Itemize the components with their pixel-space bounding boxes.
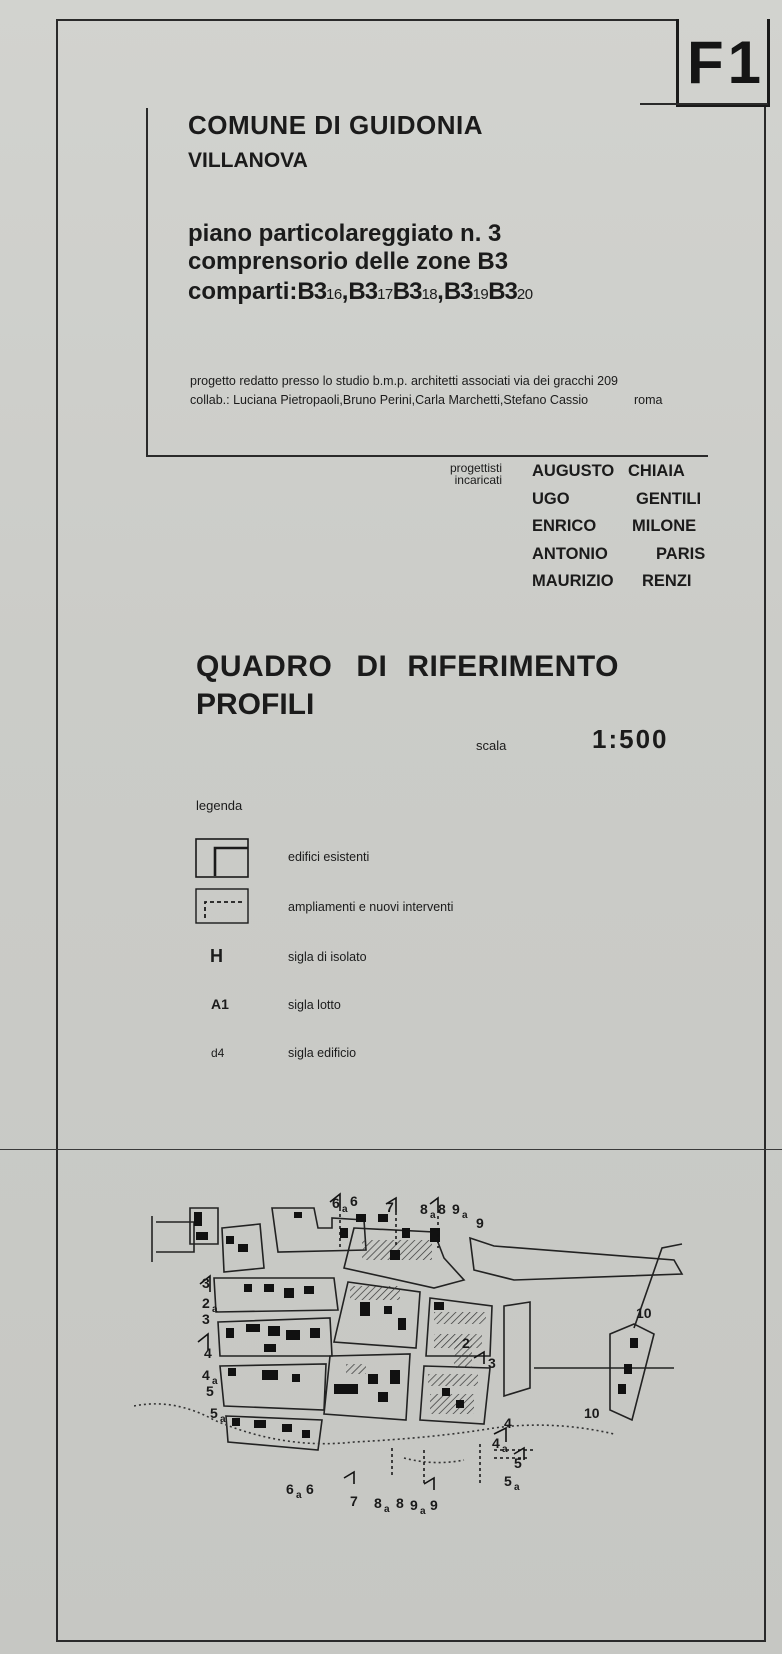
plan-existing-building xyxy=(390,1370,400,1384)
plan-label-4a-right: 4 xyxy=(492,1435,500,1451)
designers-label xyxy=(410,462,502,486)
plan-existing-building xyxy=(618,1384,626,1394)
plan-block-outline xyxy=(214,1278,338,1312)
section-cut-arrow xyxy=(424,1478,434,1490)
block-code-symbol: H xyxy=(210,946,223,966)
designer-last-name: RENZI xyxy=(642,572,692,590)
plan-existing-building xyxy=(310,1328,320,1338)
comparto-separator: , xyxy=(437,278,444,305)
comparto-code: B3 xyxy=(297,278,327,305)
plan-label-9-top: 9 xyxy=(476,1215,484,1231)
section-cut-arrow xyxy=(474,1352,484,1364)
plan-title-line3 xyxy=(188,278,533,306)
plan-existing-building xyxy=(196,1232,208,1240)
plan-new-building xyxy=(434,1312,486,1324)
designer-first-name: MAURIZIO xyxy=(532,572,614,590)
plan-existing-building xyxy=(360,1302,370,1316)
plan-label-8-bottom: 8 xyxy=(396,1495,404,1511)
plan-label-6-top: 6 xyxy=(350,1193,358,1209)
collaborators: collab.: Luciana Pietropaoli,Bruno Perini,Carla Marchetti,Stefano Cassio xyxy=(190,393,589,407)
plan-existing-building xyxy=(226,1236,234,1244)
plan-title-line2: comprensorio delle zone B3 xyxy=(188,248,509,275)
designer-name xyxy=(532,545,706,564)
plan-existing-building xyxy=(302,1430,310,1438)
designer-name xyxy=(532,490,702,509)
comparto-code: B3 xyxy=(488,278,517,305)
plan-existing-building xyxy=(334,1384,358,1394)
plan-existing-building xyxy=(226,1328,234,1338)
designer-first-name: ANTONIO xyxy=(532,545,608,563)
designer-last-name: GENTILI xyxy=(636,490,702,508)
plan-label-3-left-2: 3 xyxy=(202,1311,210,1327)
comparto-code: B3 xyxy=(348,278,378,305)
sheet-code: F1 xyxy=(687,29,766,96)
designer-last-name: CHIAIA xyxy=(628,462,685,480)
plan-existing-building xyxy=(232,1418,240,1426)
plan-label-5-right: 5 xyxy=(514,1455,522,1471)
locality-title: VILLANOVA xyxy=(188,149,308,172)
plan-label-6-bottom: 6 xyxy=(306,1481,314,1497)
plan-label-sub: a xyxy=(462,1210,468,1221)
plan-street-edge xyxy=(470,1238,682,1280)
plan-new-building xyxy=(346,1364,366,1374)
plan-new-building xyxy=(428,1374,478,1386)
plan-existing-building xyxy=(286,1330,300,1340)
plan-label-6a-top: 6 xyxy=(332,1195,340,1211)
existing-building-symbol xyxy=(195,838,249,878)
section-title-word: DI xyxy=(356,650,388,683)
plan-label-4-left: 4 xyxy=(204,1345,212,1361)
plan-label-9a-bottom: 9 xyxy=(410,1497,418,1513)
plan-existing-building xyxy=(264,1344,276,1352)
plan-existing-building xyxy=(246,1324,260,1332)
plan-label-sub: a xyxy=(430,1210,436,1221)
plan-existing-building xyxy=(378,1214,388,1222)
lot-code-symbol: A1 xyxy=(211,996,229,1012)
plan-label-6a-bottom: 6 xyxy=(286,1481,294,1497)
credits-line2 xyxy=(190,393,663,407)
plan-existing-building xyxy=(434,1302,444,1310)
comparto-separator: , xyxy=(341,278,349,305)
comparto-number: 19 xyxy=(472,286,489,303)
plan-existing-building xyxy=(398,1318,406,1330)
plan-new-building xyxy=(430,1394,474,1414)
plan-label-4a-left: 4 xyxy=(202,1367,210,1383)
legend-label: sigla di isolato xyxy=(288,950,367,964)
section-subtitle: PROFILI xyxy=(196,688,315,721)
plan-existing-building xyxy=(630,1338,638,1348)
section-cut-arrow xyxy=(344,1472,354,1484)
plan-existing-building xyxy=(294,1212,302,1218)
plan-label-5-left: 5 xyxy=(206,1383,214,1399)
plan-existing-building xyxy=(378,1392,388,1402)
plan-existing-building xyxy=(356,1214,366,1222)
plan-label-sub: a xyxy=(296,1490,302,1501)
plan-existing-building xyxy=(254,1420,266,1428)
plan-existing-building xyxy=(304,1286,314,1294)
municipality-title: COMUNE DI GUIDONIA xyxy=(188,110,483,140)
plan-existing-building xyxy=(442,1388,450,1396)
designers-label-line2: incaricati xyxy=(454,473,502,487)
plan-label-10-bottom: 10 xyxy=(584,1405,600,1421)
plan-existing-building xyxy=(624,1364,632,1374)
plan-label-sub: a xyxy=(212,1304,218,1315)
designer-last-name: MILONE xyxy=(632,517,697,535)
comparti-prefix: comparti: xyxy=(188,278,298,305)
credits-line1: progetto redatto presso lo studio b.m.p. architetti associati via dei gracchi 209 xyxy=(190,374,619,388)
site-plan xyxy=(134,1188,730,1548)
plan-existing-building xyxy=(282,1424,292,1432)
plan-existing-building xyxy=(268,1326,280,1336)
designer-name xyxy=(532,572,692,591)
plan-label-2-right: 2 xyxy=(462,1335,470,1351)
plan-label-8-top: 8 xyxy=(438,1201,446,1217)
plan-existing-building xyxy=(264,1284,274,1292)
plan-boundary-line xyxy=(134,1404,614,1444)
designer-name xyxy=(532,517,697,536)
plan-label-7-top: 7 xyxy=(386,1199,394,1215)
plan-label-9a-top: 9 xyxy=(452,1201,460,1217)
sheet-code-underline xyxy=(640,103,768,105)
plan-label-sub: a xyxy=(420,1506,426,1517)
legend-label: ampliamenti e nuovi interventi xyxy=(288,900,454,914)
plan-label-3-right: 3 xyxy=(488,1355,496,1371)
plan-title-line1: piano particolareggiato n. 3 xyxy=(188,220,502,247)
plan-label-3-left: 3 xyxy=(202,1275,210,1291)
frame-right-line xyxy=(764,107,766,1642)
comparto-number: 16 xyxy=(326,286,342,303)
plan-new-building xyxy=(350,1286,400,1300)
plan-label-sub: a xyxy=(514,1482,520,1493)
plan-label-5a-right: 5 xyxy=(504,1473,512,1489)
comparto-number: 20 xyxy=(516,286,533,303)
plan-label-10-top: 10 xyxy=(636,1305,652,1321)
legend-label: sigla edificio xyxy=(288,1046,357,1060)
frame-top-line xyxy=(56,19,676,21)
plan-label-4-right: 4 xyxy=(504,1415,512,1431)
sheet-code-box xyxy=(676,19,770,107)
new-works-symbol xyxy=(195,888,249,924)
comparto-number: 18 xyxy=(421,286,438,303)
plan-boundary-line xyxy=(404,1458,464,1463)
plan-street-edge xyxy=(504,1302,530,1396)
designer-name xyxy=(532,462,685,481)
section-title-word: QUADRO xyxy=(196,650,333,683)
comparto-code: B3 xyxy=(392,278,422,305)
plan-existing-building xyxy=(194,1212,202,1226)
designers-label-line1: progettisti xyxy=(449,461,502,475)
plan-existing-building xyxy=(244,1284,252,1292)
credits-city: roma xyxy=(634,393,663,407)
plan-existing-building xyxy=(456,1400,464,1408)
plan-label-sub: a xyxy=(342,1204,348,1215)
plan-street-edge xyxy=(156,1222,194,1252)
designer-first-name: AUGUSTO xyxy=(532,462,615,480)
section-title xyxy=(196,650,619,684)
designer-first-name: UGO xyxy=(532,490,570,508)
plan-label-7-bottom: 7 xyxy=(350,1493,358,1509)
building-code-symbol: d4 xyxy=(211,1046,225,1060)
plan-existing-building xyxy=(228,1368,236,1376)
plan-label-sub: a xyxy=(220,1414,226,1425)
designer-last-name: PARIS xyxy=(656,545,706,563)
plan-existing-building xyxy=(390,1250,400,1260)
plan-existing-building xyxy=(340,1228,348,1238)
plan-label-2a-left: 2 xyxy=(202,1295,210,1311)
plan-existing-building xyxy=(384,1306,392,1314)
plan-label-sub: a xyxy=(212,1376,218,1387)
plan-label-8a-top: 8 xyxy=(420,1201,428,1217)
legend-label: sigla lotto xyxy=(288,998,341,1012)
scale-label: scala xyxy=(476,738,507,753)
plan-label-8a-bottom: 8 xyxy=(374,1495,382,1511)
plan-existing-building xyxy=(292,1374,300,1382)
plan-label-sub: a xyxy=(502,1444,508,1455)
section-divider xyxy=(0,1149,782,1150)
section-cut-arrow xyxy=(430,1198,438,1210)
plan-existing-building xyxy=(262,1370,278,1380)
plan-existing-building xyxy=(402,1228,410,1238)
plan-block-outline xyxy=(272,1208,366,1252)
legend-title: legenda xyxy=(196,798,243,813)
plan-label-9-bottom: 9 xyxy=(430,1497,438,1513)
plan-label-sub: a xyxy=(384,1504,390,1515)
section-title-word: RIFERIMENTO xyxy=(407,650,619,683)
plan-existing-building xyxy=(238,1244,248,1252)
comparto-number: 17 xyxy=(377,286,393,303)
comparto-code: B3 xyxy=(443,278,473,305)
scale-value: 1:500 xyxy=(592,724,669,754)
plan-label-5a-left: 5 xyxy=(210,1405,218,1421)
legend-label: edifici esistenti xyxy=(288,850,370,864)
plan-existing-building xyxy=(284,1288,294,1298)
designer-first-name: ENRICO xyxy=(532,517,597,535)
plan-existing-building xyxy=(368,1374,378,1384)
